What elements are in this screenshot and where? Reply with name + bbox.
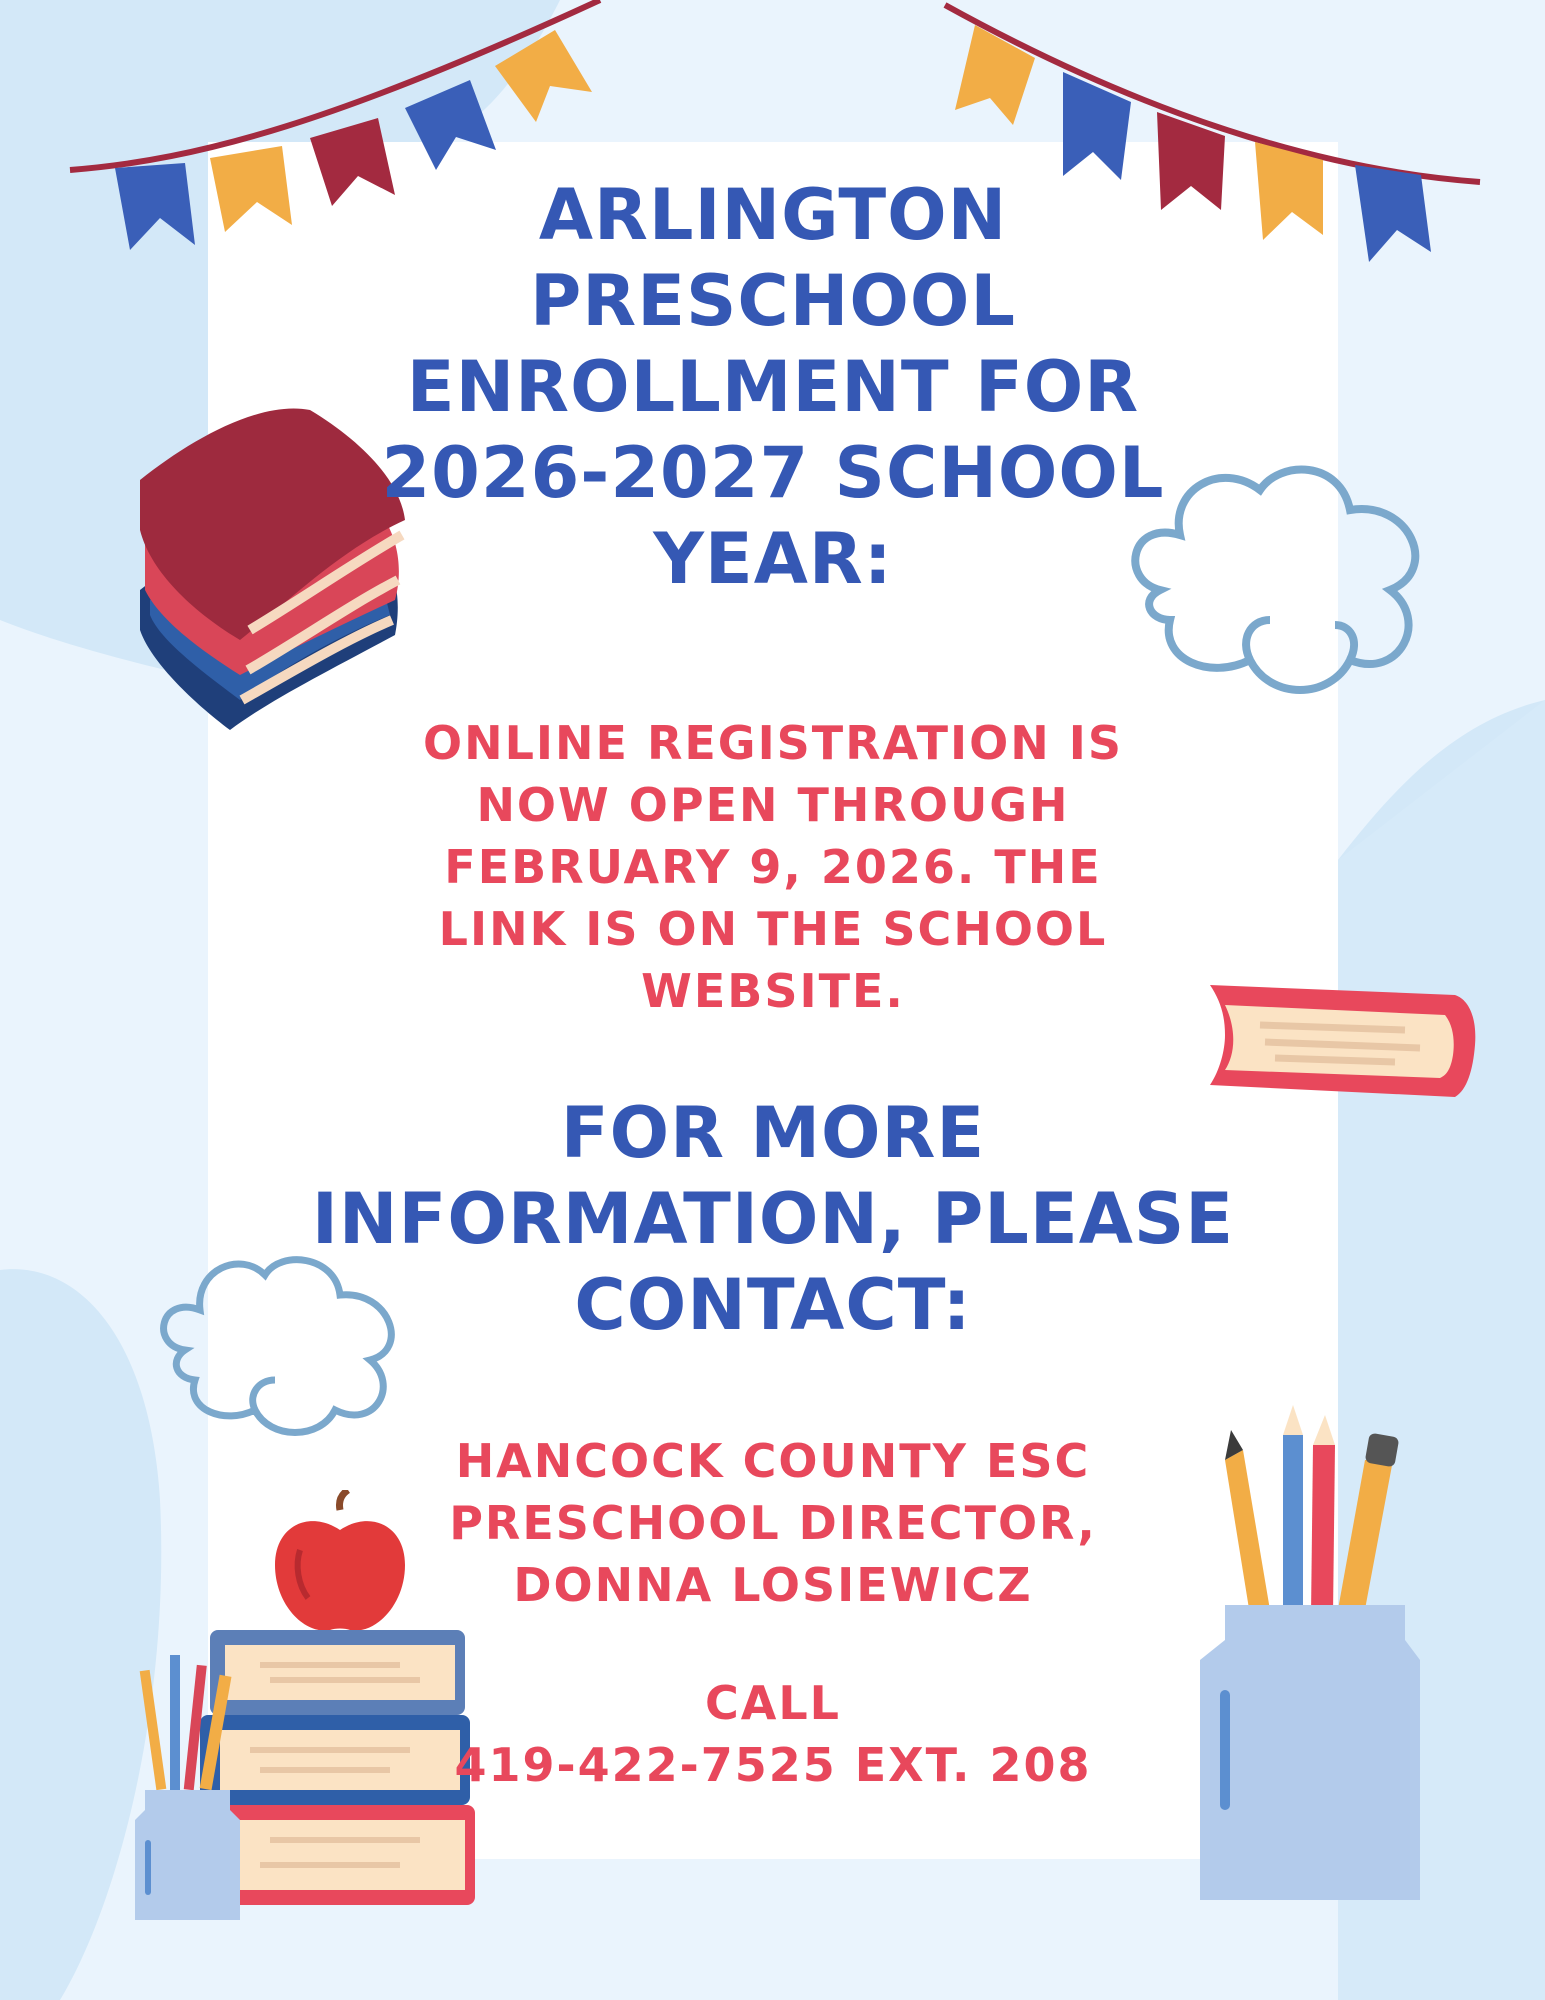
registration-line: LINK IS ON THE SCHOOL bbox=[438, 902, 1108, 956]
contact-name-line: DONNA LOSIEWICZ bbox=[513, 1558, 1033, 1612]
title-line: ENROLLMENT FOR bbox=[406, 346, 1140, 428]
call-label: CALL bbox=[705, 1676, 841, 1730]
registration-line: NOW OPEN THROUGH bbox=[476, 778, 1070, 832]
registration-line: FEBRUARY 9, 2026. THE bbox=[444, 840, 1102, 894]
title-line: YEAR: bbox=[653, 518, 893, 600]
phone-contact bbox=[208, 1672, 1338, 1796]
registration-line: ONLINE REGISTRATION IS bbox=[423, 716, 1123, 770]
phone-number: 419-422-7525 EXT. 208 bbox=[454, 1738, 1092, 1792]
contact-heading-line: CONTACT: bbox=[574, 1264, 972, 1346]
title-line: ARLINGTON bbox=[538, 174, 1008, 256]
contact-name-line: HANCOCK COUNTY ESC bbox=[455, 1434, 1091, 1488]
contact-name-line: PRESCHOOL DIRECTOR, bbox=[449, 1496, 1097, 1550]
registration-info bbox=[208, 712, 1338, 1022]
enrollment-title bbox=[208, 172, 1338, 602]
contact-heading bbox=[208, 1090, 1338, 1348]
title-line: PRESCHOOL bbox=[529, 260, 1016, 342]
title-line: 2026-2027 SCHOOL bbox=[381, 432, 1165, 514]
contact-name bbox=[208, 1430, 1338, 1616]
registration-line: WEBSITE. bbox=[641, 964, 905, 1018]
contact-heading-line: FOR MORE bbox=[560, 1092, 986, 1174]
contact-heading-line: INFORMATION, PLEASE bbox=[311, 1178, 1235, 1260]
